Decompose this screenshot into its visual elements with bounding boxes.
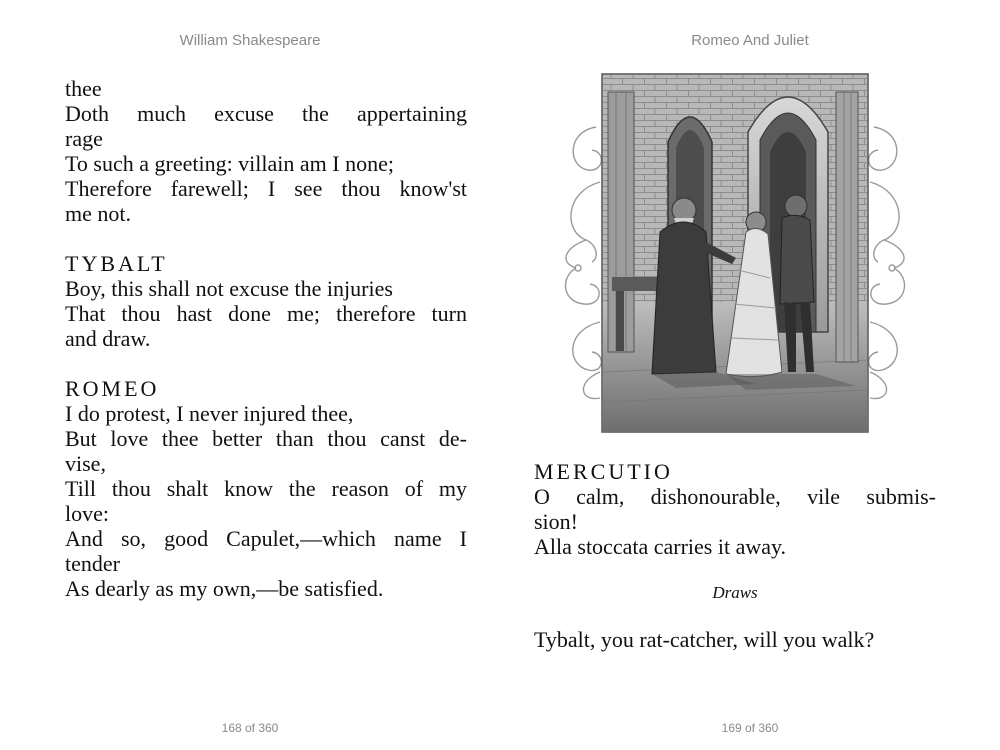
running-head-title: Romeo And Juliet — [691, 32, 809, 49]
text-line: And so, good Capulet,—which name I — [65, 526, 467, 551]
page-number-left: 168 of 360 — [221, 721, 279, 735]
running-head-author: William Shakespeare — [179, 32, 321, 49]
text-line: me not. — [65, 201, 131, 226]
text-line: rage — [65, 126, 103, 151]
speaker-name-mercutio: MERCUTIO — [534, 459, 673, 484]
left-page-text — [65, 76, 467, 601]
text-line: As dearly as my own,—be satisfied. — [65, 576, 384, 601]
text-line: Doth much excuse the appertaining — [65, 101, 467, 126]
text-line: Till thou shalt know the reason of my — [65, 476, 467, 501]
text-line: sion! — [534, 509, 578, 534]
ornament-right — [869, 127, 905, 399]
text-line: Boy, this shall not excuse the injuries — [65, 276, 393, 301]
speaker-name-romeo: ROMEO — [65, 376, 160, 401]
text-line: Therefore farewell; I see thou know'st — [65, 176, 467, 201]
text-line: But love thee better than thou canst de- — [65, 426, 467, 451]
text-line: I do protest, I never injured thee, — [65, 401, 354, 426]
speaker-name-tybalt: TYBALT — [65, 251, 168, 276]
text-line: love: — [65, 501, 109, 526]
text-line: Alla stoccata carries it away. — [534, 534, 787, 559]
text-line: vise, — [65, 451, 106, 476]
engraving-illustration — [556, 72, 914, 434]
text-line: That thou hast done me; therefore turn — [65, 301, 467, 326]
right-page-text — [534, 459, 936, 652]
text-line: To such a greeting: villain am I none; — [65, 151, 394, 176]
text-line: Tybalt, you rat-catcher, will you walk? — [534, 627, 875, 652]
stage-direction: Draws — [712, 583, 758, 602]
ornament-left — [566, 127, 602, 399]
text-line: thee — [65, 76, 102, 101]
text-line: tender — [65, 551, 120, 576]
page-number-right: 169 of 360 — [721, 721, 779, 735]
text-line: O calm, dishonourable, vile submis- — [534, 484, 936, 509]
text-line: and draw. — [65, 326, 151, 351]
